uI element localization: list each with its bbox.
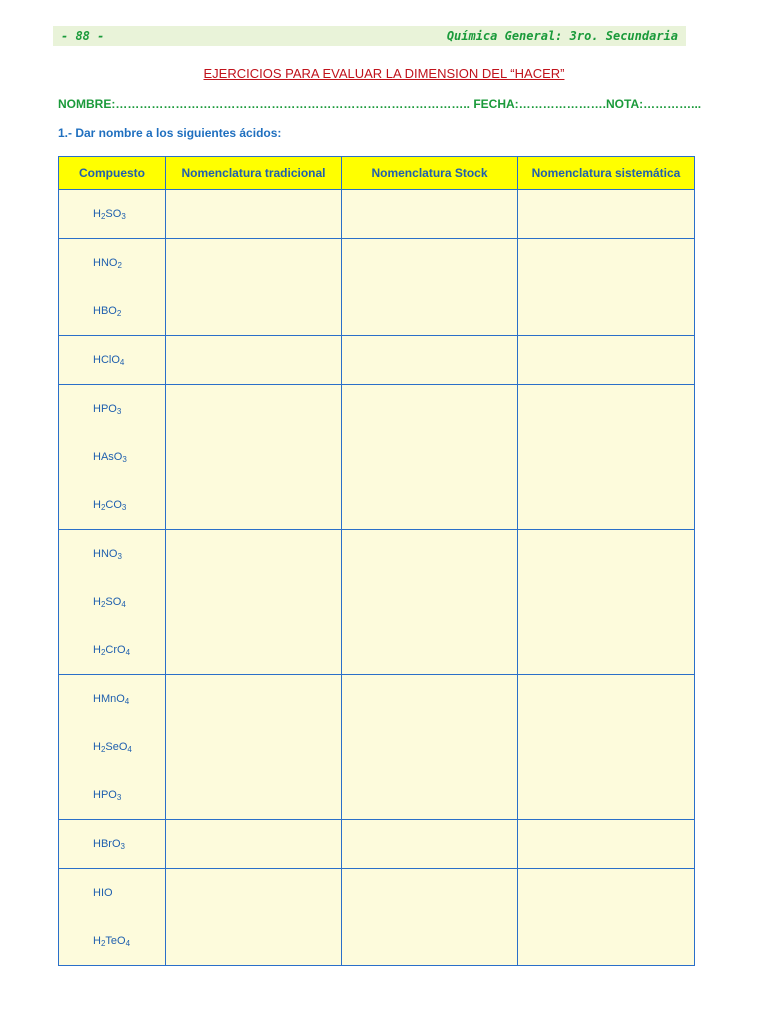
answer-cell-sistematica[interactable] xyxy=(518,336,695,385)
formula-text: HMnO xyxy=(93,693,125,705)
answer-cell-stock[interactable] xyxy=(342,239,518,336)
answer-cell-stock[interactable] xyxy=(342,190,518,239)
formula-subscript: 3 xyxy=(121,503,127,512)
compound-formula xyxy=(59,820,165,868)
formula-text: H xyxy=(93,499,101,511)
formula-text: SO xyxy=(105,596,122,608)
answer-cell-sistematica[interactable] xyxy=(518,190,695,239)
formula-subscript: 4 xyxy=(121,600,126,609)
compound-formula xyxy=(59,675,165,723)
formula-subscript: 3 xyxy=(122,455,127,464)
table-body xyxy=(59,190,695,966)
header-compuesto: Compuesto xyxy=(59,157,166,190)
formula-text: CO xyxy=(105,499,122,511)
answer-cell-sistematica[interactable] xyxy=(518,820,695,869)
table-row xyxy=(59,336,695,385)
compound-cell xyxy=(59,385,166,530)
answer-cell-stock[interactable] xyxy=(342,820,518,869)
answer-cell-sistematica[interactable] xyxy=(518,385,695,530)
compound-formula xyxy=(59,723,165,771)
exercise-title-text: EJERCICIOS PARA EVALUAR LA DIMENSION DEL “HACER” xyxy=(203,66,565,81)
compound-formula xyxy=(59,771,165,819)
compound-formula xyxy=(59,481,165,529)
formula-text: H xyxy=(93,741,101,753)
formula-text: HBO xyxy=(93,305,117,317)
answer-cell-tradicional[interactable] xyxy=(166,336,342,385)
header-sistematica: Nomenclatura sistemática xyxy=(518,157,695,190)
answer-cell-sistematica[interactable] xyxy=(518,869,695,966)
compound-formula xyxy=(59,336,165,384)
student-info-line xyxy=(58,97,701,111)
answer-cell-tradicional[interactable] xyxy=(166,190,342,239)
compound-formula xyxy=(59,433,165,481)
formula-subscript: 2 xyxy=(100,745,106,754)
formula-text: HAsO xyxy=(93,451,123,463)
compound-formula xyxy=(59,287,165,335)
answer-cell-stock[interactable] xyxy=(342,869,518,966)
table-row xyxy=(59,239,695,336)
table-row xyxy=(59,530,695,675)
nota-blank[interactable]: …………... xyxy=(643,97,702,111)
formula-text: CrO xyxy=(105,644,126,656)
acids-table xyxy=(58,156,695,966)
formula-text: HClO xyxy=(93,354,120,366)
fecha-blank[interactable]: …………………. xyxy=(518,97,607,111)
course-title: Química General: 3ro. Secundaria xyxy=(446,29,678,43)
formula-subscript: 2 xyxy=(116,309,122,318)
formula-text: HNO xyxy=(93,548,118,560)
formula-text: TeO xyxy=(105,935,126,947)
formula-subscript: 3 xyxy=(116,407,122,416)
formula-text: HIO xyxy=(93,887,113,899)
compound-cell xyxy=(59,869,166,966)
answer-cell-tradicional[interactable] xyxy=(166,820,342,869)
compound-cell xyxy=(59,820,166,869)
formula-text: SO xyxy=(105,208,122,220)
compound-formula xyxy=(59,869,165,917)
nombre-blank[interactable]: …………………………………………………………………………….. xyxy=(115,97,470,111)
table-row xyxy=(59,820,695,869)
formula-subscript: 3 xyxy=(116,793,122,802)
compound-formula xyxy=(59,578,165,626)
fecha-label: FECHA: xyxy=(470,97,519,111)
formula-subscript: 4 xyxy=(124,697,130,706)
answer-cell-stock[interactable] xyxy=(342,336,518,385)
nombre-label: NOMBRE: xyxy=(58,97,116,111)
compound-cell xyxy=(59,530,166,675)
formula-text: H xyxy=(93,935,101,947)
header-tradicional: Nomenclatura tradicional xyxy=(166,157,342,190)
formula-subscript: 3 xyxy=(117,552,122,561)
formula-text: HBrO xyxy=(93,838,121,850)
formula-subscript: 3 xyxy=(121,212,126,221)
formula-subscript: 3 xyxy=(120,842,125,851)
formula-text: HPO xyxy=(93,403,117,415)
formula-text: HPO xyxy=(93,789,117,801)
formula-subscript: 4 xyxy=(125,648,131,657)
answer-cell-tradicional[interactable] xyxy=(166,239,342,336)
table-row xyxy=(59,190,695,239)
formula-subscript: 2 xyxy=(100,600,106,609)
formula-text: SeO xyxy=(105,741,128,753)
formula-subscript: 2 xyxy=(117,261,122,270)
table-header-row xyxy=(59,157,695,190)
formula-text: HNO xyxy=(93,257,118,269)
compound-formula xyxy=(59,385,165,433)
answer-cell-sistematica[interactable] xyxy=(518,239,695,336)
formula-text: H xyxy=(93,596,101,608)
formula-subscript: 2 xyxy=(100,503,106,512)
table-row xyxy=(59,675,695,820)
answer-cell-stock[interactable] xyxy=(342,385,518,530)
answer-cell-sistematica[interactable] xyxy=(518,675,695,820)
compound-cell xyxy=(59,336,166,385)
nota-label: NOTA: xyxy=(606,97,644,111)
compound-formula xyxy=(59,626,165,674)
formula-text: H xyxy=(93,208,101,220)
page-header xyxy=(53,26,686,46)
question-1: 1.- Dar nombre a los siguientes ácidos: xyxy=(58,126,282,140)
answer-cell-tradicional[interactable] xyxy=(166,675,342,820)
answer-cell-stock[interactable] xyxy=(342,530,518,675)
compound-cell xyxy=(59,239,166,336)
compound-cell xyxy=(59,675,166,820)
exercise-title xyxy=(0,66,768,81)
answer-cell-sistematica[interactable] xyxy=(518,530,695,675)
answer-cell-tradicional[interactable] xyxy=(166,869,342,966)
compound-formula xyxy=(59,239,165,287)
compound-formula xyxy=(59,530,165,578)
table-row xyxy=(59,385,695,530)
page-number: - 88 - xyxy=(61,29,105,43)
answer-cell-stock[interactable] xyxy=(342,675,518,820)
formula-subscript: 4 xyxy=(119,358,125,367)
formula-text: H xyxy=(93,644,101,656)
table-row xyxy=(59,869,695,966)
formula-subscript: 4 xyxy=(127,745,132,754)
formula-subscript: 2 xyxy=(100,939,106,948)
compound-formula xyxy=(59,917,165,965)
formula-subscript: 2 xyxy=(100,648,106,657)
answer-cell-tradicional[interactable] xyxy=(166,530,342,675)
header-stock: Nomenclatura Stock xyxy=(342,157,518,190)
compound-cell xyxy=(59,190,166,239)
formula-subscript: 2 xyxy=(100,212,106,221)
formula-subscript: 4 xyxy=(125,939,131,948)
answer-cell-tradicional[interactable] xyxy=(166,385,342,530)
compound-formula xyxy=(59,190,165,238)
